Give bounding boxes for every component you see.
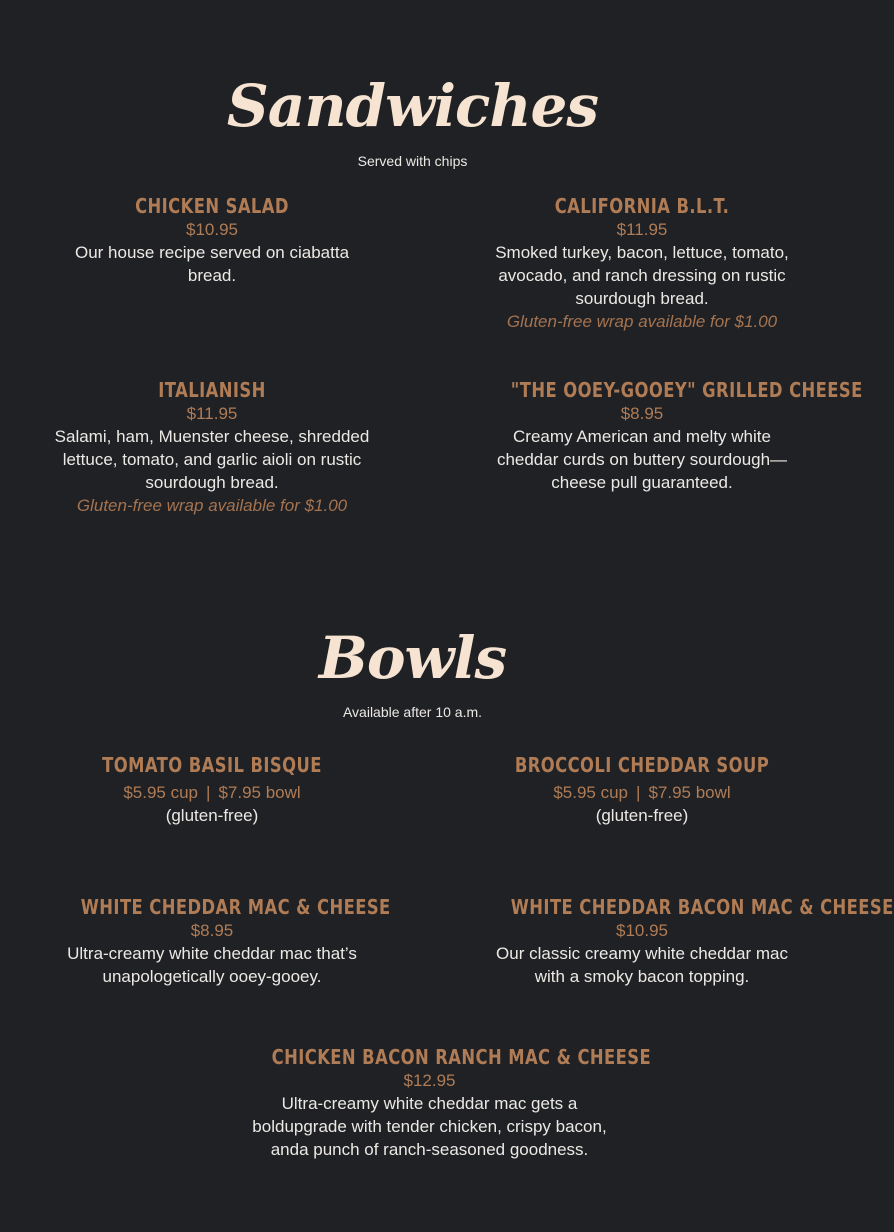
- item-price: $12.95: [403, 1071, 456, 1090]
- price-separator: |: [206, 783, 211, 802]
- item-description: Smoked turkey, bacon, lettuce, tomato, avocado, and ranch dressing on rustic sourdough bread.: [495, 243, 789, 308]
- item-description: Our classic creamy white cheddar mac with a smoky bacon topping.: [496, 944, 788, 986]
- item-price: [52, 782, 372, 803]
- item-price: [482, 782, 802, 803]
- item-price: $11.95: [186, 404, 238, 423]
- item-price: $10.95: [186, 220, 238, 239]
- item-name: CHICKEN SALAD: [135, 194, 289, 218]
- sandwiches-title: Sandwiches: [226, 72, 599, 140]
- menu-item-white-cheddar-mac: [52, 894, 391, 988]
- menu-item-tomato-basil-bisque: [52, 752, 372, 827]
- item-description: Salami, ham, Muenster cheese, shredded lettuce, tomato, and garlic aioli on rustic sourdough bread.: [54, 427, 370, 492]
- item-name: "THE OOEY-GOOEY" GRILLED CHEESE: [510, 378, 863, 402]
- item-name: TOMATO BASIL BISQUE: [102, 753, 322, 777]
- item-name: WHITE CHEDDAR BACON MAC & CHEESE: [510, 895, 894, 919]
- price-separator: |: [636, 783, 641, 802]
- item-description: (gluten-free): [595, 806, 689, 825]
- bowls-subtitle: Available after 10 a.m.: [342, 704, 483, 720]
- bowls-title: Bowls: [318, 624, 507, 692]
- item-description: Ultra-creamy white cheddar mac that’s unapologetically ooey-gooey.: [67, 944, 357, 986]
- item-note: Gluten-free wrap available for $1.00: [506, 312, 778, 331]
- item-price: $8.95: [620, 404, 664, 423]
- item-note: Gluten-free wrap available for $1.00: [76, 496, 348, 515]
- menu-item-broccoli-cheddar-soup: [482, 752, 802, 827]
- item-price: $8.95: [190, 921, 234, 940]
- price-bowl: $7.95 bowl: [648, 783, 731, 802]
- item-description: Our house recipe served on ciabatta bread.: [74, 243, 350, 285]
- price-bowl: $7.95 bowl: [218, 783, 301, 802]
- menu-item-chicken-salad: [52, 193, 372, 287]
- item-name: CHICKEN BACON RANCH MAC & CHEESE: [271, 1045, 652, 1069]
- menu-item-italianish: [42, 377, 382, 517]
- menu-item-chicken-bacon-ranch-mac: [237, 1044, 652, 1161]
- price-cup: $5.95 cup: [123, 783, 199, 802]
- item-name: BROCCOLI CHEDDAR SOUP: [514, 753, 770, 777]
- item-name: WHITE CHEDDAR MAC & CHEESE: [80, 895, 391, 919]
- sandwiches-subtitle: Served with chips: [357, 153, 468, 169]
- item-price: $11.95: [616, 220, 668, 239]
- menu-item-california-blt: [482, 193, 802, 333]
- price-cup: $5.95 cup: [553, 783, 629, 802]
- item-price: $10.95: [616, 921, 668, 940]
- menu-item-white-cheddar-bacon-mac: [482, 894, 894, 988]
- item-description: Ultra-creamy white cheddar mac gets a boldupgrade with tender chicken, crispy bacon, anda punch of ranch-seasoned goodness.: [252, 1094, 607, 1159]
- item-name: CALIFORNIA B.L.T.: [554, 194, 730, 218]
- item-description: Creamy American and melty white cheddar curds on buttery sourdough—cheese pull guaranteed.: [496, 427, 788, 492]
- menu-item-ooey-gooey-grilled-cheese: [482, 377, 863, 494]
- item-description: (gluten-free): [165, 806, 259, 825]
- item-name: ITALIANISH: [158, 378, 266, 402]
